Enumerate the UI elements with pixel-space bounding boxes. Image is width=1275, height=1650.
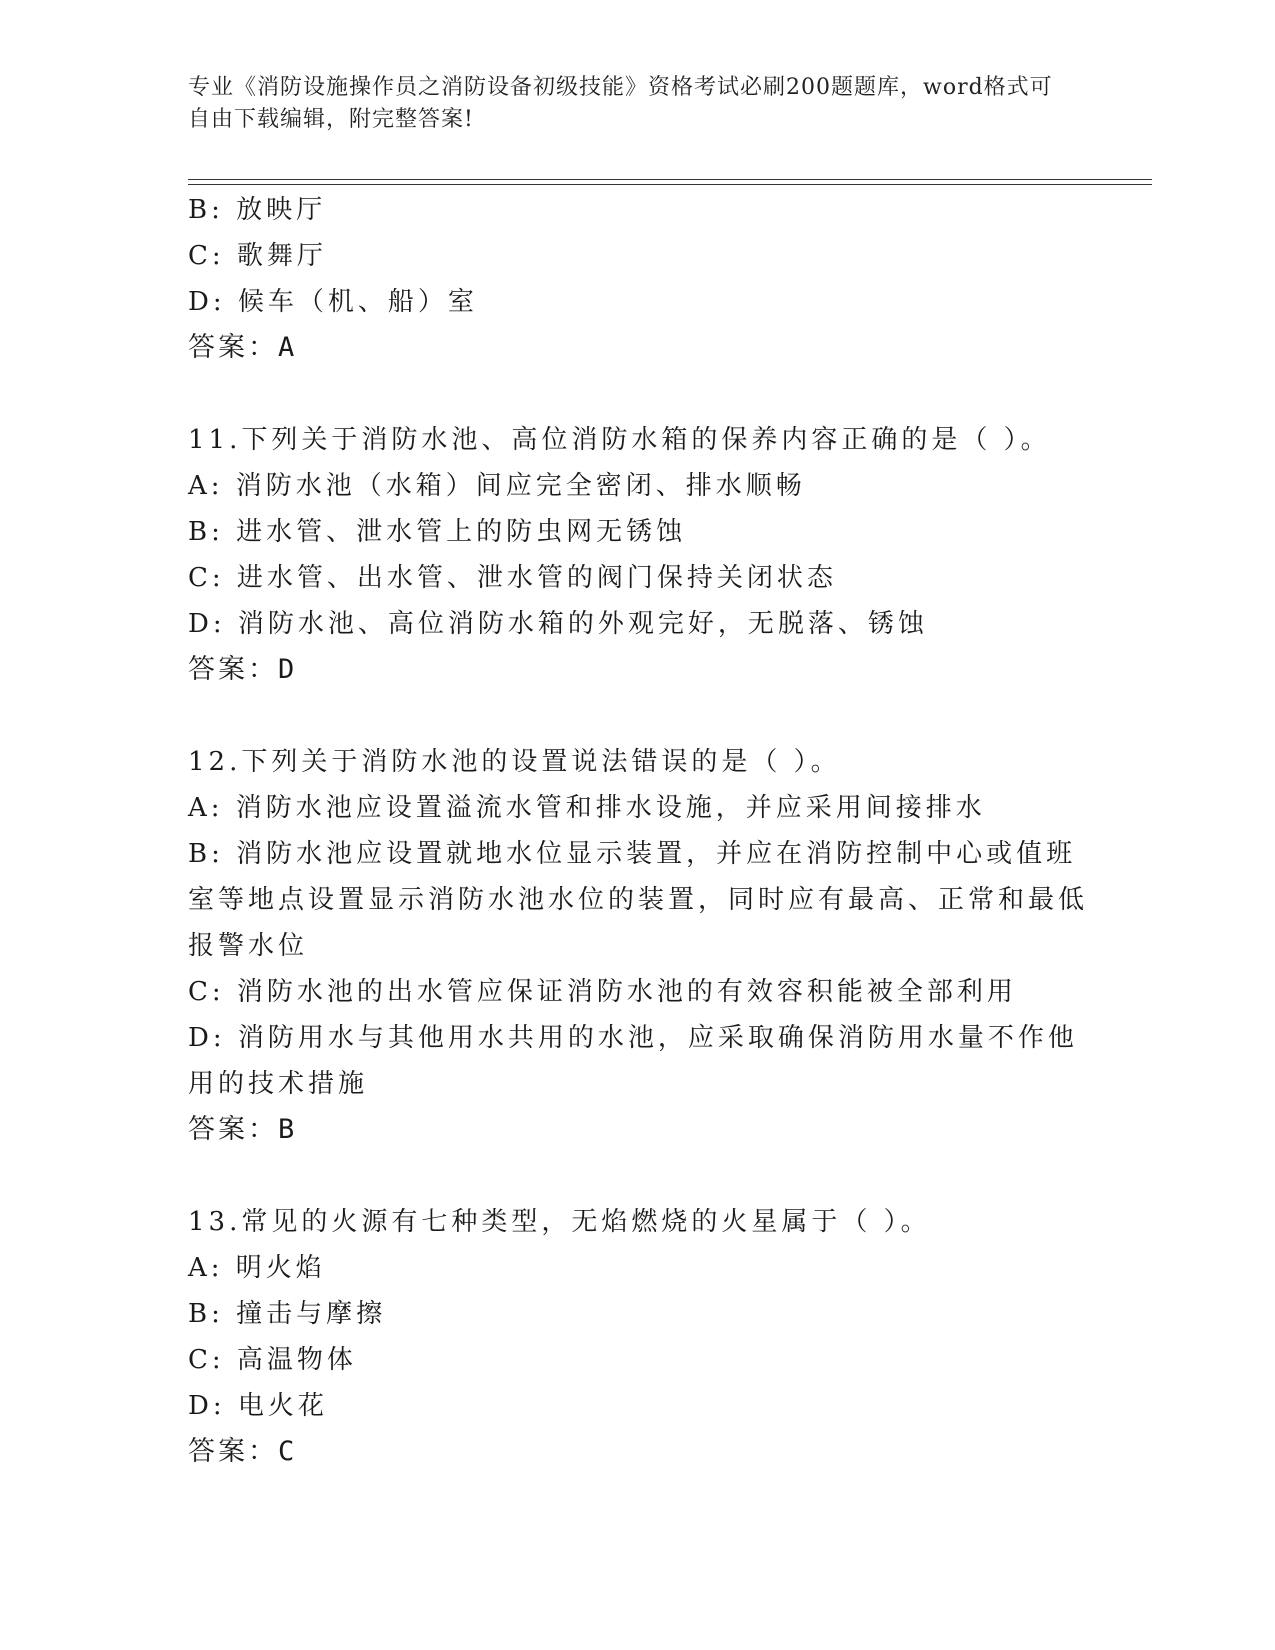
option-c: C: 高温物体 <box>188 1345 357 1375</box>
answer-line <box>188 1107 1088 1153</box>
option-b: B: 消防水池应设置就地水位显示装置，并应在消防控制中心或值班室等地点设置显示消防水池水位的装置，同时应有最高、正常和最低报警水位 <box>188 839 1089 961</box>
question-11 <box>188 417 1088 693</box>
question-13 <box>188 1199 1088 1475</box>
question-stem: 12.下列关于消防水池的设置说法错误的是（ ）。 <box>188 747 841 777</box>
answer-line <box>188 325 1088 371</box>
answer-label: 答案： <box>188 1436 278 1467</box>
option-a: A: 消防水池应设置溢流水管和排水设施，并应采用间接排水 <box>188 793 986 823</box>
option-a: A: 明火焰 <box>188 1253 326 1283</box>
option-a: A: 消防水池（水箱）间应完全密闭、排水顺畅 <box>188 471 806 501</box>
option-d: D: 候车（机、船）室 <box>188 287 478 317</box>
prev-question-block <box>188 187 1088 371</box>
answer-line <box>188 1429 1088 1475</box>
answer-label: 答案： <box>188 332 278 363</box>
option-d: D: 消防用水与其他用水共用的水池，应采取确保消防用水量不作他用的技术措施 <box>188 1023 1078 1099</box>
answer-value: B <box>278 1114 298 1145</box>
answer-value: C <box>278 1436 298 1467</box>
option-c: C: 进水管、出水管、泄水管的阀门保持关闭状态 <box>188 563 837 593</box>
option-b: B: 放映厅 <box>188 195 327 225</box>
page-header <box>188 72 1068 136</box>
answer-label: 答案： <box>188 1114 278 1145</box>
question-12 <box>188 739 1088 1153</box>
option-d: D: 电火花 <box>188 1391 328 1421</box>
answer-value: D <box>278 654 298 685</box>
answer-line <box>188 647 1088 693</box>
header-text: 专业《消防设施操作员之消防设备初级技能》资格考试必刷200题题库，word格式可自由下载编辑，附完整答案! <box>188 75 1053 132</box>
answer-label: 答案： <box>188 654 278 685</box>
option-b: B: 进水管、泄水管上的防虫网无锈蚀 <box>188 517 687 547</box>
header-divider <box>188 179 1152 185</box>
option-d: D: 消防水池、高位消防水箱的外观完好，无脱落、锈蚀 <box>188 609 928 639</box>
answer-value: A <box>278 332 298 363</box>
question-stem: 13.常见的火源有七种类型，无焰燃烧的火星属于（ ）。 <box>188 1207 931 1237</box>
option-b: B: 撞击与摩擦 <box>188 1299 387 1329</box>
question-stem: 11.下列关于消防水池、高位消防水箱的保养内容正确的是（ ）。 <box>188 425 1051 455</box>
option-c: C: 消防水池的出水管应保证消防水池的有效容积能被全部利用 <box>188 977 1017 1007</box>
document-body <box>188 187 1088 1475</box>
option-c: C: 歌舞厅 <box>188 241 327 271</box>
